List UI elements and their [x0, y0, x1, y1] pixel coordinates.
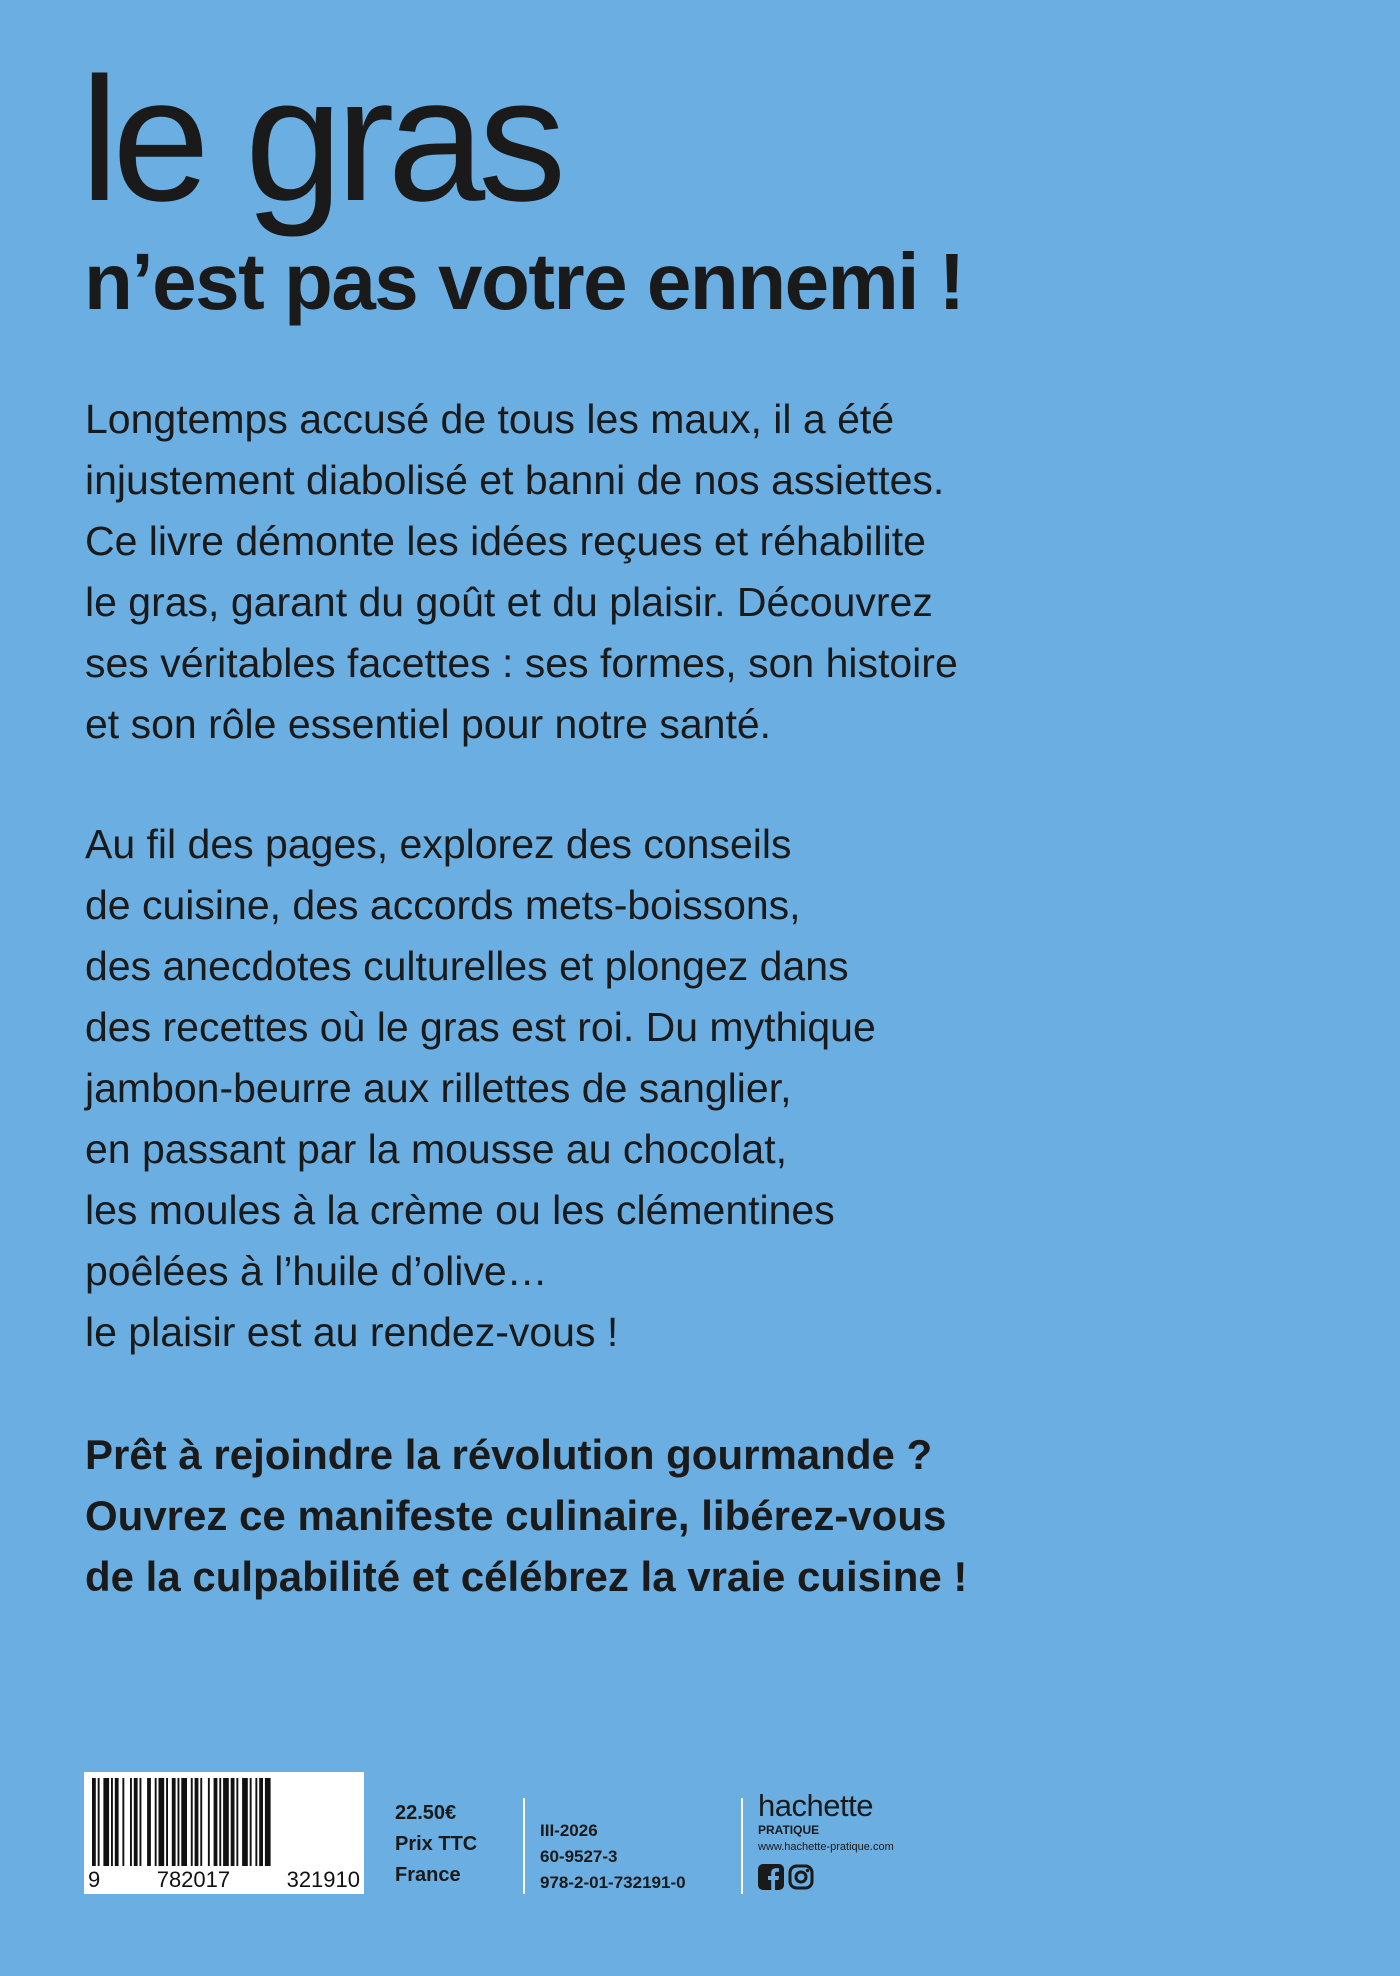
edition-code: III-2026 — [540, 1821, 598, 1840]
book-title: le gras — [80, 42, 560, 238]
intro-line: le gras, garant du goût et du plaisir. Découvrez — [85, 579, 933, 625]
intro-paragraph — [85, 389, 958, 755]
isbn-code: 978-2-01-732191-0 — [540, 1873, 686, 1892]
barcode-bar — [208, 1778, 210, 1866]
divider — [523, 1798, 525, 1894]
codes-block — [540, 1818, 686, 1896]
barcode-bar — [98, 1778, 100, 1866]
details-line: le plaisir est au rendez-vous ! — [85, 1309, 619, 1355]
barcode-bar — [255, 1778, 257, 1866]
barcode-bar — [181, 1778, 187, 1866]
social-icons — [758, 1864, 894, 1890]
book-subtitle: n’est pas votre ennemi ! — [84, 237, 964, 326]
instagram-icon — [788, 1864, 814, 1890]
barcode-bar — [250, 1778, 252, 1866]
call-to-action — [85, 1424, 967, 1607]
divider — [741, 1798, 743, 1894]
barcode-bar — [147, 1778, 151, 1866]
barcode-bar — [172, 1778, 176, 1866]
details-line: poêlées à l’huile d’olive… — [85, 1248, 548, 1294]
details-line: jambon-beurre aux rillettes de sanglier, — [85, 1065, 792, 1111]
barcode-bar — [140, 1778, 142, 1866]
price-block — [395, 1798, 477, 1891]
barcode-bar — [178, 1778, 180, 1866]
barcode-digit-group: 9 — [88, 1867, 101, 1892]
cta-line: Prêt à rejoindre la révolution gourmande ? — [85, 1431, 933, 1478]
price-amount: 22.50€ — [395, 1802, 457, 1824]
barcode-bar — [166, 1778, 168, 1866]
barcode-bar — [103, 1778, 109, 1866]
facebook-icon — [758, 1864, 784, 1890]
price-label: Prix TTC — [395, 1833, 478, 1855]
barcode-bar — [134, 1778, 138, 1866]
details-line: Au fil des pages, explorez des conseils — [85, 821, 792, 867]
barcode-bar — [122, 1778, 124, 1866]
barcode-bar — [159, 1778, 165, 1866]
price-country: France — [395, 1864, 461, 1886]
publisher-logo: hachette — [758, 1788, 873, 1823]
barcode-digits — [84, 1868, 364, 1892]
cta-line: Ouvrez ce manifeste culinaire, libérez-vous — [85, 1492, 947, 1539]
barcode-bars — [84, 1772, 364, 1872]
barcode-bar — [223, 1778, 229, 1866]
product-code: 60-9527-3 — [540, 1847, 618, 1866]
cta-line: de la culpabilité et célébrez la vraie cuisine ! — [85, 1553, 968, 1600]
barcode-bar — [92, 1778, 96, 1866]
details-line: en passant par la mousse au chocolat, — [85, 1126, 787, 1172]
barcode-bar — [191, 1778, 193, 1866]
barcode-digit-group: 782017 — [156, 1867, 231, 1892]
isbn-barcode — [84, 1772, 364, 1894]
barcode-bar — [195, 1778, 199, 1866]
intro-line: Ce livre démonte les idées reçues et réhabilite — [85, 518, 926, 564]
barcode-bar — [265, 1778, 271, 1866]
barcode-bar — [130, 1778, 132, 1866]
barcode-bar — [242, 1778, 248, 1866]
details-paragraph — [85, 814, 876, 1363]
barcode-bar — [200, 1778, 202, 1866]
barcode-bar — [115, 1778, 119, 1866]
barcode-bar — [155, 1778, 157, 1866]
intro-line: Longtemps accusé de tous les maux, il a été — [85, 396, 895, 442]
barcode-bar — [236, 1778, 238, 1866]
barcode-digit-group: 321910 — [286, 1867, 360, 1892]
barcode-bar — [219, 1778, 221, 1866]
barcode-bar — [214, 1778, 218, 1866]
barcode-bar — [259, 1778, 263, 1866]
details-line: les moules à la crème ou les clémentines — [85, 1187, 835, 1233]
publisher-block — [758, 1790, 894, 1890]
intro-line: injustement diabolisé et banni de nos assiettes. — [85, 457, 945, 503]
intro-line: ses véritables facettes : ses formes, son histoire — [85, 640, 958, 686]
details-line: de cuisine, des accords mets-boissons, — [85, 882, 801, 928]
barcode-bar — [231, 1778, 235, 1866]
details-line: des recettes où le gras est roi. Du mythique — [85, 1004, 876, 1050]
publisher-website: www.hachette-pratique.com — [758, 1841, 894, 1853]
intro-line: et son rôle essentiel pour notre santé. — [85, 701, 772, 747]
publisher-imprint: PRATIQUE — [758, 1823, 820, 1837]
barcode-bar — [111, 1778, 113, 1866]
details-line: des anecdotes culturelles et plongez dans — [85, 943, 849, 989]
